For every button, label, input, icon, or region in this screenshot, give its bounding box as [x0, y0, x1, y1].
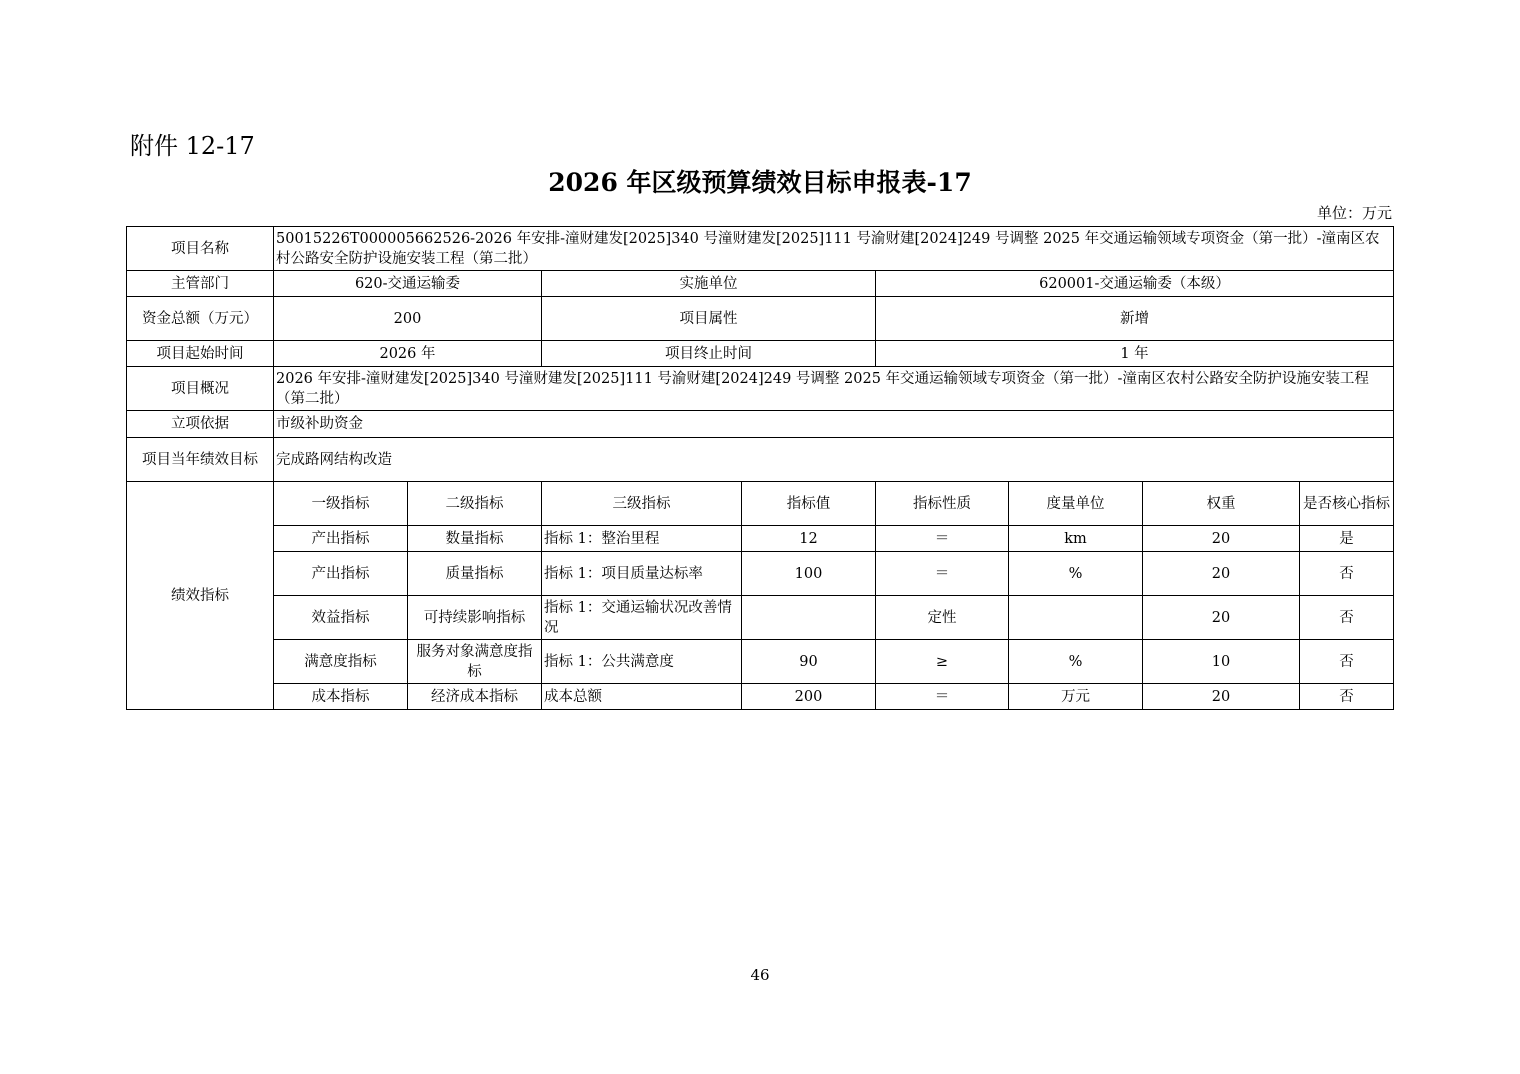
indicator-weight: 20: [1143, 684, 1300, 710]
project-name-row: [127, 227, 1394, 271]
basis-value: 市级补助资金: [274, 411, 1394, 438]
fund-row: [127, 297, 1394, 341]
indicator-core: 否: [1300, 684, 1394, 710]
header-level1: 一级指标: [274, 482, 408, 526]
goal-label: 项目当年绩效目标: [127, 438, 274, 482]
unit-label: 单位：万元: [1316, 204, 1392, 222]
indicator-value: 100: [742, 552, 876, 596]
indicator-nature: ≥: [876, 640, 1009, 684]
indicator-weight: 20: [1143, 552, 1300, 596]
table-row: [127, 552, 1394, 596]
impl-unit-label: 实施单位: [542, 271, 876, 297]
header-level2: 二级指标: [408, 482, 542, 526]
project-attr-label: 项目属性: [542, 297, 876, 341]
indicator-level2: 质量指标: [408, 552, 542, 596]
start-time-value: 2026 年: [274, 341, 542, 367]
indicator-level1: 成本指标: [274, 684, 408, 710]
indicator-level2: 可持续影响指标: [408, 596, 542, 640]
indicator-nature: ＝: [876, 684, 1009, 710]
end-time-label: 项目终止时间: [542, 341, 876, 367]
project-attr-value: 新增: [876, 297, 1394, 341]
page-title: 2026 年区级预算绩效目标申报表-17: [548, 168, 972, 197]
header-weight: 权重: [1143, 482, 1300, 526]
indicator-level1: 产出指标: [274, 526, 408, 552]
indicator-nature: ＝: [876, 526, 1009, 552]
indicator-level1: 效益指标: [274, 596, 408, 640]
header-core: 是否核心指标: [1300, 482, 1394, 526]
indicator-weight: 20: [1143, 526, 1300, 552]
budget-performance-table: [126, 226, 1394, 710]
indicator-weight: 10: [1143, 640, 1300, 684]
overview-row: [127, 367, 1394, 411]
time-row: [127, 341, 1394, 367]
indicator-unit: km: [1009, 526, 1143, 552]
indicator-level3: 指标 1：项目质量达标率: [542, 552, 742, 596]
dept-row: [127, 271, 1394, 297]
indicator-level2: 服务对象满意度指标: [408, 640, 542, 684]
indicator-value: 12: [742, 526, 876, 552]
fund-label: 资金总额（万元）: [127, 297, 274, 341]
basis-row: [127, 411, 1394, 438]
indicator-value: 200: [742, 684, 876, 710]
indicator-header-row: [127, 482, 1394, 526]
indicator-level3: 指标 1：公共满意度: [542, 640, 742, 684]
header-value: 指标值: [742, 482, 876, 526]
indicator-value: [742, 596, 876, 640]
project-name-value: 50015226T000005662526-2026 年安排-潼财建发[2025]340 号潼财建发[2025]111 号渝财建[2024]249 号调整 2025 年交通运输领域专项资金（第一批）-潼南区农村公路安全防护设施安装工程（第二批）: [274, 227, 1394, 271]
indicator-nature: 定性: [876, 596, 1009, 640]
dept-label: 主管部门: [127, 271, 274, 297]
indicator-unit: 万元: [1009, 684, 1143, 710]
indicator-unit: %: [1009, 640, 1143, 684]
indicator-level3: 指标 1：交通运输状况改善情况: [542, 596, 742, 640]
dept-value: 620-交通运输委: [274, 271, 542, 297]
indicator-unit: %: [1009, 552, 1143, 596]
page-number: 46: [750, 966, 770, 984]
indicator-level2: 经济成本指标: [408, 684, 542, 710]
goal-row: [127, 438, 1394, 482]
project-name-label: 项目名称: [127, 227, 274, 271]
indicator-level1: 满意度指标: [274, 640, 408, 684]
start-time-label: 项目起始时间: [127, 341, 274, 367]
attachment-label: 附件 12-17: [130, 132, 255, 160]
goal-value: 完成路网结构改造: [274, 438, 1394, 482]
overview-label: 项目概况: [127, 367, 274, 411]
indicator-nature: ＝: [876, 552, 1009, 596]
indicator-level2: 数量指标: [408, 526, 542, 552]
basis-label: 立项依据: [127, 411, 274, 438]
overview-value: 2026 年安排-潼财建发[2025]340 号潼财建发[2025]111 号渝财建[2024]249 号调整 2025 年交通运输领域专项资金（第一批）-潼南区农村公路安全防护设施安装工程（第二批）: [274, 367, 1394, 411]
indicator-core: 否: [1300, 596, 1394, 640]
header-nature: 指标性质: [876, 482, 1009, 526]
table-row: [127, 596, 1394, 640]
indicator-unit: [1009, 596, 1143, 640]
end-time-value: 1 年: [876, 341, 1394, 367]
table-row: [127, 684, 1394, 710]
perf-label: 绩效指标: [127, 482, 274, 710]
indicator-value: 90: [742, 640, 876, 684]
indicator-level3: 指标 1：整治里程: [542, 526, 742, 552]
impl-unit-value: 620001-交通运输委（本级）: [876, 271, 1394, 297]
header-unit: 度量单位: [1009, 482, 1143, 526]
indicator-core: 否: [1300, 640, 1394, 684]
indicator-core: 否: [1300, 552, 1394, 596]
indicator-weight: 20: [1143, 596, 1300, 640]
fund-value: 200: [274, 297, 542, 341]
table-row: [127, 526, 1394, 552]
table-row: [127, 640, 1394, 684]
header-level3: 三级指标: [542, 482, 742, 526]
indicator-core: 是: [1300, 526, 1394, 552]
indicator-level1: 产出指标: [274, 552, 408, 596]
indicator-level3: 成本总额: [542, 684, 742, 710]
